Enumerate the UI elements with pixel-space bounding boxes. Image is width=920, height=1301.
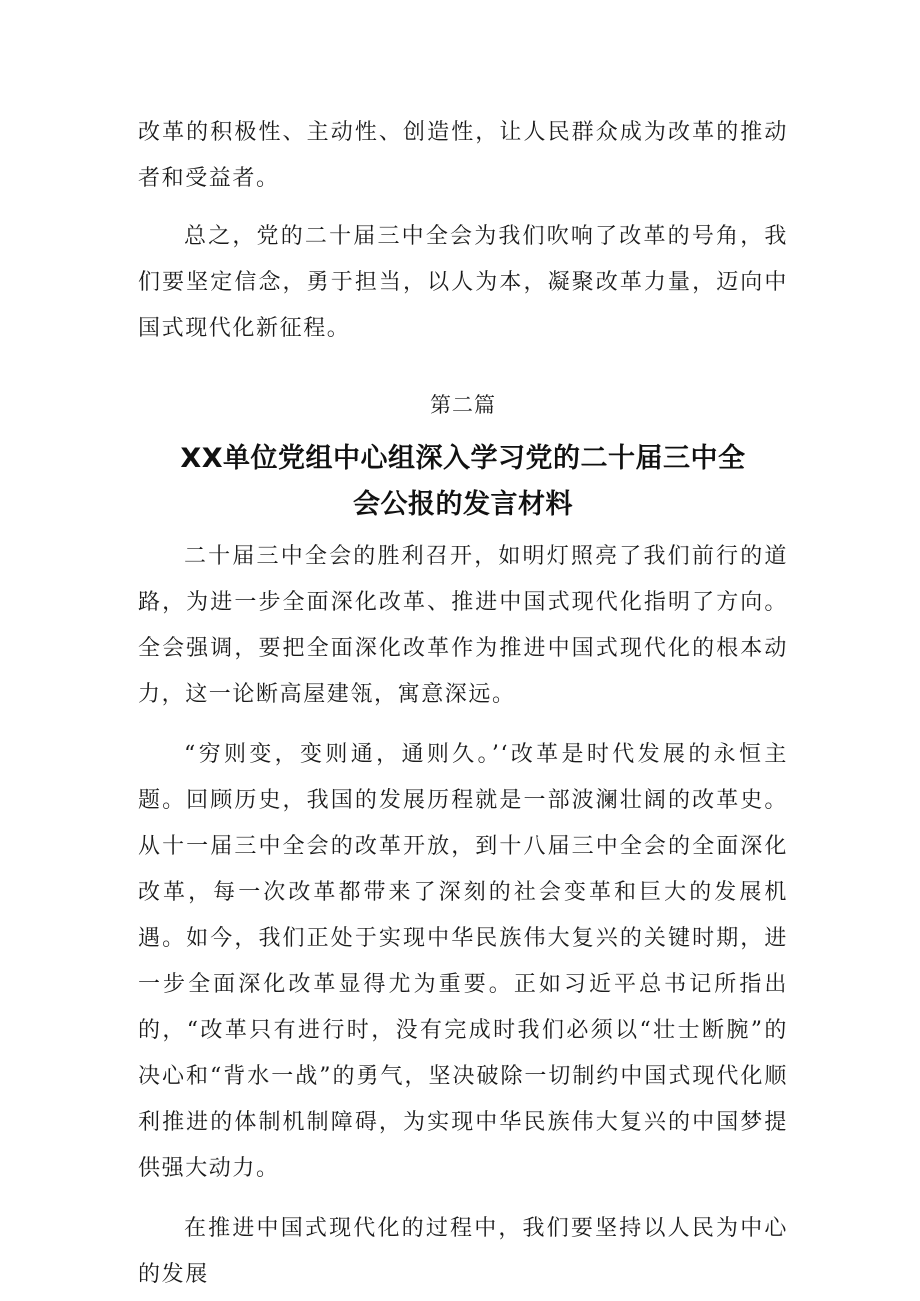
document-title <box>138 436 788 528</box>
document-page <box>138 110 788 1298</box>
body-paragraph-3: 在推进中国式现代化的过程中，我们要坚持以人民为中心的发展 <box>138 1216 788 1287</box>
body-paragraph-1: 二十届三中全会的胜利召开，如明灯照亮了我们前行的道路，为进一步全面深化改革、推进中国式现代化指明了方向。全会强调，要把全面深化改革作为推进中国式现代化的根本动力，这一论断高屋建瓴，寓意深远。 <box>138 544 788 707</box>
continuation-paragraph-1: 改革的积极性、主动性、创造性，让人民群众成为改革的推动者和受益者。 <box>138 120 788 191</box>
title-line-1: XX单位党组中心组深入学习党的二十届三中全 <box>180 443 746 474</box>
body-paragraph-2: “穷则变，变则通，通则久。’‘改革是时代发展的永恒主题。回顾历史，我国的发展历程就是一部波澜壮阔的改革史。从十一届三中全会的改革开放，到十八届三中全会的全面深化改革，每一次改革都带来了深刻的社会变革和巨大的发展机遇。如今，我们正处于实现中华民族伟大复兴的关键时期，进一步全面深化改革显得尤为重要。正如习近平总书记所指出的，“改革只有进行时，没有完成时我们必须以“壮士断腕”的决心和“背水一战”的勇气，坚决破除一切制约中国式现代化顺利推进的体制机制障碍，为实现中华民族伟大复兴的中国梦提供强大动力。 <box>138 742 788 1181</box>
continuation-paragraph-2: 总之，党的二十届三中全会为我们吹响了改革的号角，我们要坚定信念，勇于担当，以人为本，凝聚改革力量，迈向中国式现代化新征程。 <box>138 224 788 341</box>
section-label: 第二篇 <box>430 393 496 417</box>
title-line-2: 会公报的发言材料 <box>353 489 573 520</box>
